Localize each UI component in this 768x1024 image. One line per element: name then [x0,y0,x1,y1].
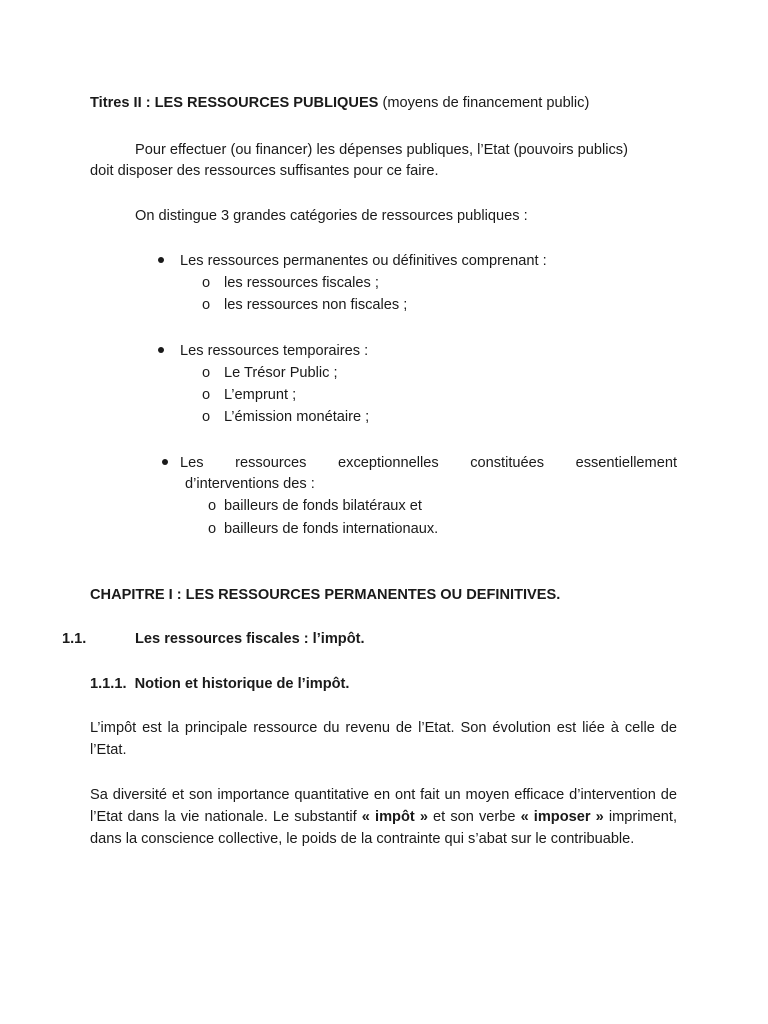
list1-label: Les ressources permanentes ou définitives comprenant : [180,253,547,269]
section-title: Les ressources fiscales : l’impôt. [135,631,365,647]
list3-line-2: d’interventions des : [185,476,315,492]
subsection-heading: 1.1.1. Notion et historique de l’impôt. [90,676,350,692]
sub-bullet-icon: o [208,521,217,537]
list1-item-1: les ressources non fiscales ; [224,297,408,313]
intro-line-1: Pour effectuer (ou financer) les dépenses publiques, l’Etat (pouvoirs publics) [135,142,628,158]
list2-item-1: L’emprunt ; [224,387,297,403]
list3-line-1 [180,452,677,474]
sub-bullet-icon: o [202,297,211,313]
list3-word-2: exceptionnelles [338,455,439,471]
list3-word-1: ressources [235,455,307,471]
section-number: 1.1. [62,631,87,647]
bullet-dot-icon [158,347,164,353]
list3-item-0: bailleurs de fonds bilatéraux et [224,498,422,514]
sub-bullet-icon: o [202,275,211,291]
paragraph-1: L’impôt est la principale ressource du revenu de l’Etat. Son évolution est liée à celle de l’Etat. [90,720,677,758]
categories-text: On distingue 3 grandes catégories de ressources publiques : [135,208,528,224]
list3-word-0: Les [180,455,204,471]
list2-label: Les ressources temporaires : [180,343,369,359]
intro-line-2: doit disposer des ressources suffisantes pour ce faire. [90,163,439,179]
list1-item-0: les ressources fiscales ; [224,275,379,291]
page-title [90,92,589,114]
sub-bullet-icon: o [202,387,211,403]
sub-bullet-icon: o [202,409,211,425]
sub-bullet-icon: o [208,498,217,514]
page-title-bold: Titres II : LES RESSOURCES PUBLIQUES [90,95,379,111]
list2-item-0: Le Trésor Public ; [224,365,338,381]
bullet-dot-icon [158,257,164,263]
term-imposer: « imposer » [520,809,604,825]
list2-item-2: L’émission monétaire ; [224,409,370,425]
chapter-heading: CHAPITRE I : LES RESSOURCES PERMANENTES OU DEFINITIVES. [90,587,561,603]
sub-bullet-icon: o [202,365,211,381]
term-impot: « impôt » [361,809,428,825]
paragraph-2: Sa diversité et son importance quantitative en ont fait un moyen efficace d’intervention de l’Etat dans la vie nationale. Le substantif « impôt » et son verbe « imposer » impriment, dans la conscience collective, le poids de la contrainte qui s’abat sur le contribuable. [90,787,677,847]
list3-item-1: bailleurs de fonds internationaux. [224,521,439,537]
bullet-dot-icon [162,459,168,465]
page-title-rest: (moyens de financement public) [378,95,590,111]
list3-word-4: essentiellement [575,455,677,471]
list3-word-3: constituées [470,455,545,471]
